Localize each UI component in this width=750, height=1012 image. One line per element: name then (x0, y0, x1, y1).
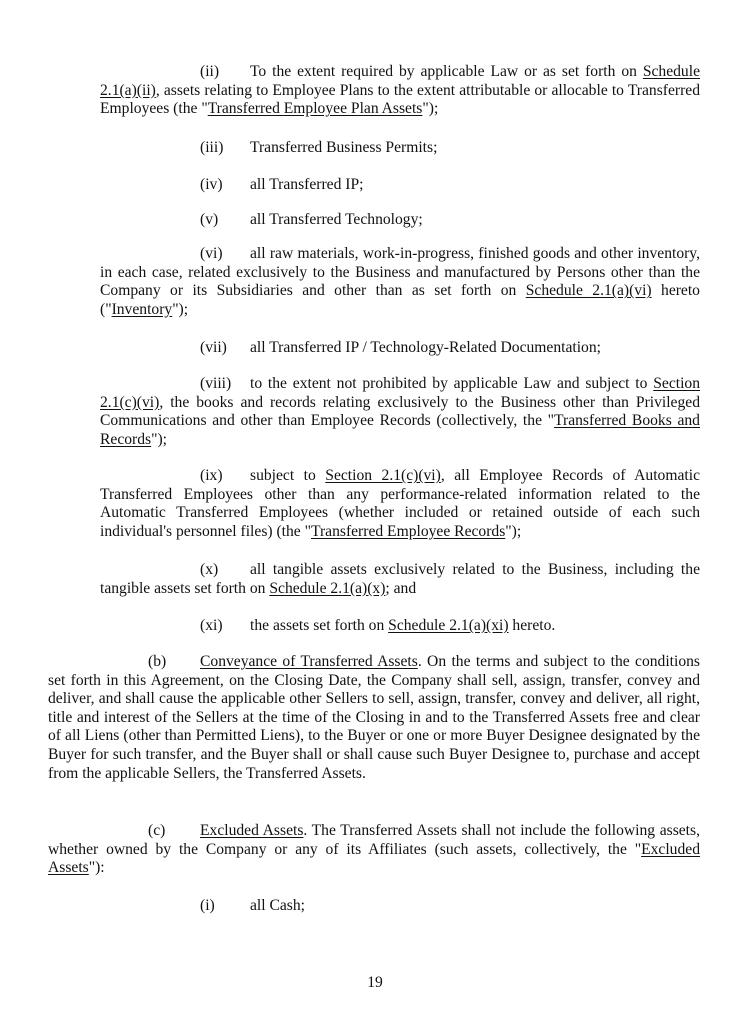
clause-x: (x) all tangible assets exclusively related to the Business, including the tangible assets set forth on Schedule 2.1(a)(x); and (100, 561, 700, 597)
clause-label: (ix) (200, 467, 223, 484)
clause-label: (iv) (200, 176, 223, 193)
schedule-reference: Schedule 2.1(a)(x) (269, 579, 386, 597)
section-label: (b) (148, 653, 167, 670)
clause-vi: (vi) all raw materials, work-in-progress, finished goods and other inventory, in each case, related exclusively to the Business and manufactured by Persons other than the Company or its Subsidiaries and other than as set forth on Schedule 2.1(a)(vi) hereto ("Inventory"); (100, 245, 700, 318)
page-number: 19 (367, 974, 383, 991)
defined-term: Transferred Employee Plan Assets (207, 100, 423, 118)
schedule-reference: Schedule 2.1(a)(xi) (388, 617, 509, 634)
clause-ix: (ix) subject to Section 2.1(c)(vi), all Employee Records of Automatic Transferred Employees other than any performance-related information related to the Automatic Transferred Employees (whether included or retained outside of each such individual's personnel files) (the "Transferred Employee Records"); (100, 467, 700, 540)
clause-label: (viii) (200, 375, 232, 392)
clause-iii: (iii) Transferred Business Permits; (200, 139, 438, 156)
clause-label: (ii) (200, 63, 220, 80)
clause-label: (iii) (200, 139, 224, 156)
section-label: (c) (148, 822, 166, 839)
section-c-excluded-assets: (c) Excluded Assets. The Transferred Assets shall not include the following assets, whether owned by the Company or any of its Affiliates (such assets, collectively, the "Excluded Assets"): (48, 822, 700, 877)
clause-iv: (iv) all Transferred IP; (200, 176, 364, 193)
clause-label: (i) (200, 897, 215, 914)
schedule-reference: Schedule 2.1(a)(ii) (100, 63, 700, 99)
section-reference: Section 2.1(c)(vi) (100, 375, 700, 411)
clause-ii: (ii) To the extent required by applicable Law or as set forth on Schedule 2.1(a)(ii), assets relating to Employee Plans to the extent attributable or allocable to Transferred Employees (the "Transferred Employee Plan Assets"); (100, 63, 700, 118)
clause-label: (vi) (200, 245, 223, 262)
defined-term: Transferred Books and Records (100, 412, 700, 448)
clause-label: (v) (200, 211, 219, 228)
clause-viii: (viii) to the extent not prohibited by applicable Law and subject to Section 2.1(c)(vi), the books and records relating exclusively to the Business other than Privileged Communications and other than Employee Records (collectively, the "Transferred Books and Records"); (100, 375, 700, 448)
clause-xi: (xi) the assets set forth on Schedule 2.1(a)(xi) hereto. (200, 617, 556, 634)
clause-label: (xi) (200, 617, 223, 634)
section-b-conveyance: (b) Conveyance of Transferred Assets. On the terms and subject to the conditions set forth in this Agreement, on the Closing Date, the Company shall sell, assign, transfer, convey and deliver, and shall cause the applicable other Sellers to sell, assign, transfer, convey and deliver, all right, title and interest of the Sellers at the time of the Closing in and to the Transferred Assets free and clear of all Liens (other than Permitted Liens), to the Buyer or one or more Buyer Designee designated by the Buyer for such transfer, and the Buyer shall or shall cause such Buyer Designee to, purchase and accept from the applicable Sellers, the Transferred Assets. (48, 653, 700, 782)
section-heading: Conveyance of Transferred Assets (200, 653, 418, 670)
section-heading: Excluded Assets (200, 822, 304, 839)
defined-term: Excluded Assets (48, 840, 700, 877)
clause-vii: (vii) all Transferred IP / Technology-Related Documentation; (200, 339, 601, 356)
clause-label: (vii) (200, 339, 227, 356)
defined-term: Inventory (111, 300, 173, 318)
section-reference: Section 2.1(c)(vi) (325, 467, 441, 484)
clause-label: (x) (200, 561, 219, 578)
clause-c-i: (i) all Cash; (200, 897, 306, 914)
defined-term: Transferred Employee Records (310, 522, 506, 540)
schedule-reference: Schedule 2.1(a)(vi) (525, 282, 652, 300)
clause-v: (v) all Transferred Technology; (200, 211, 423, 228)
